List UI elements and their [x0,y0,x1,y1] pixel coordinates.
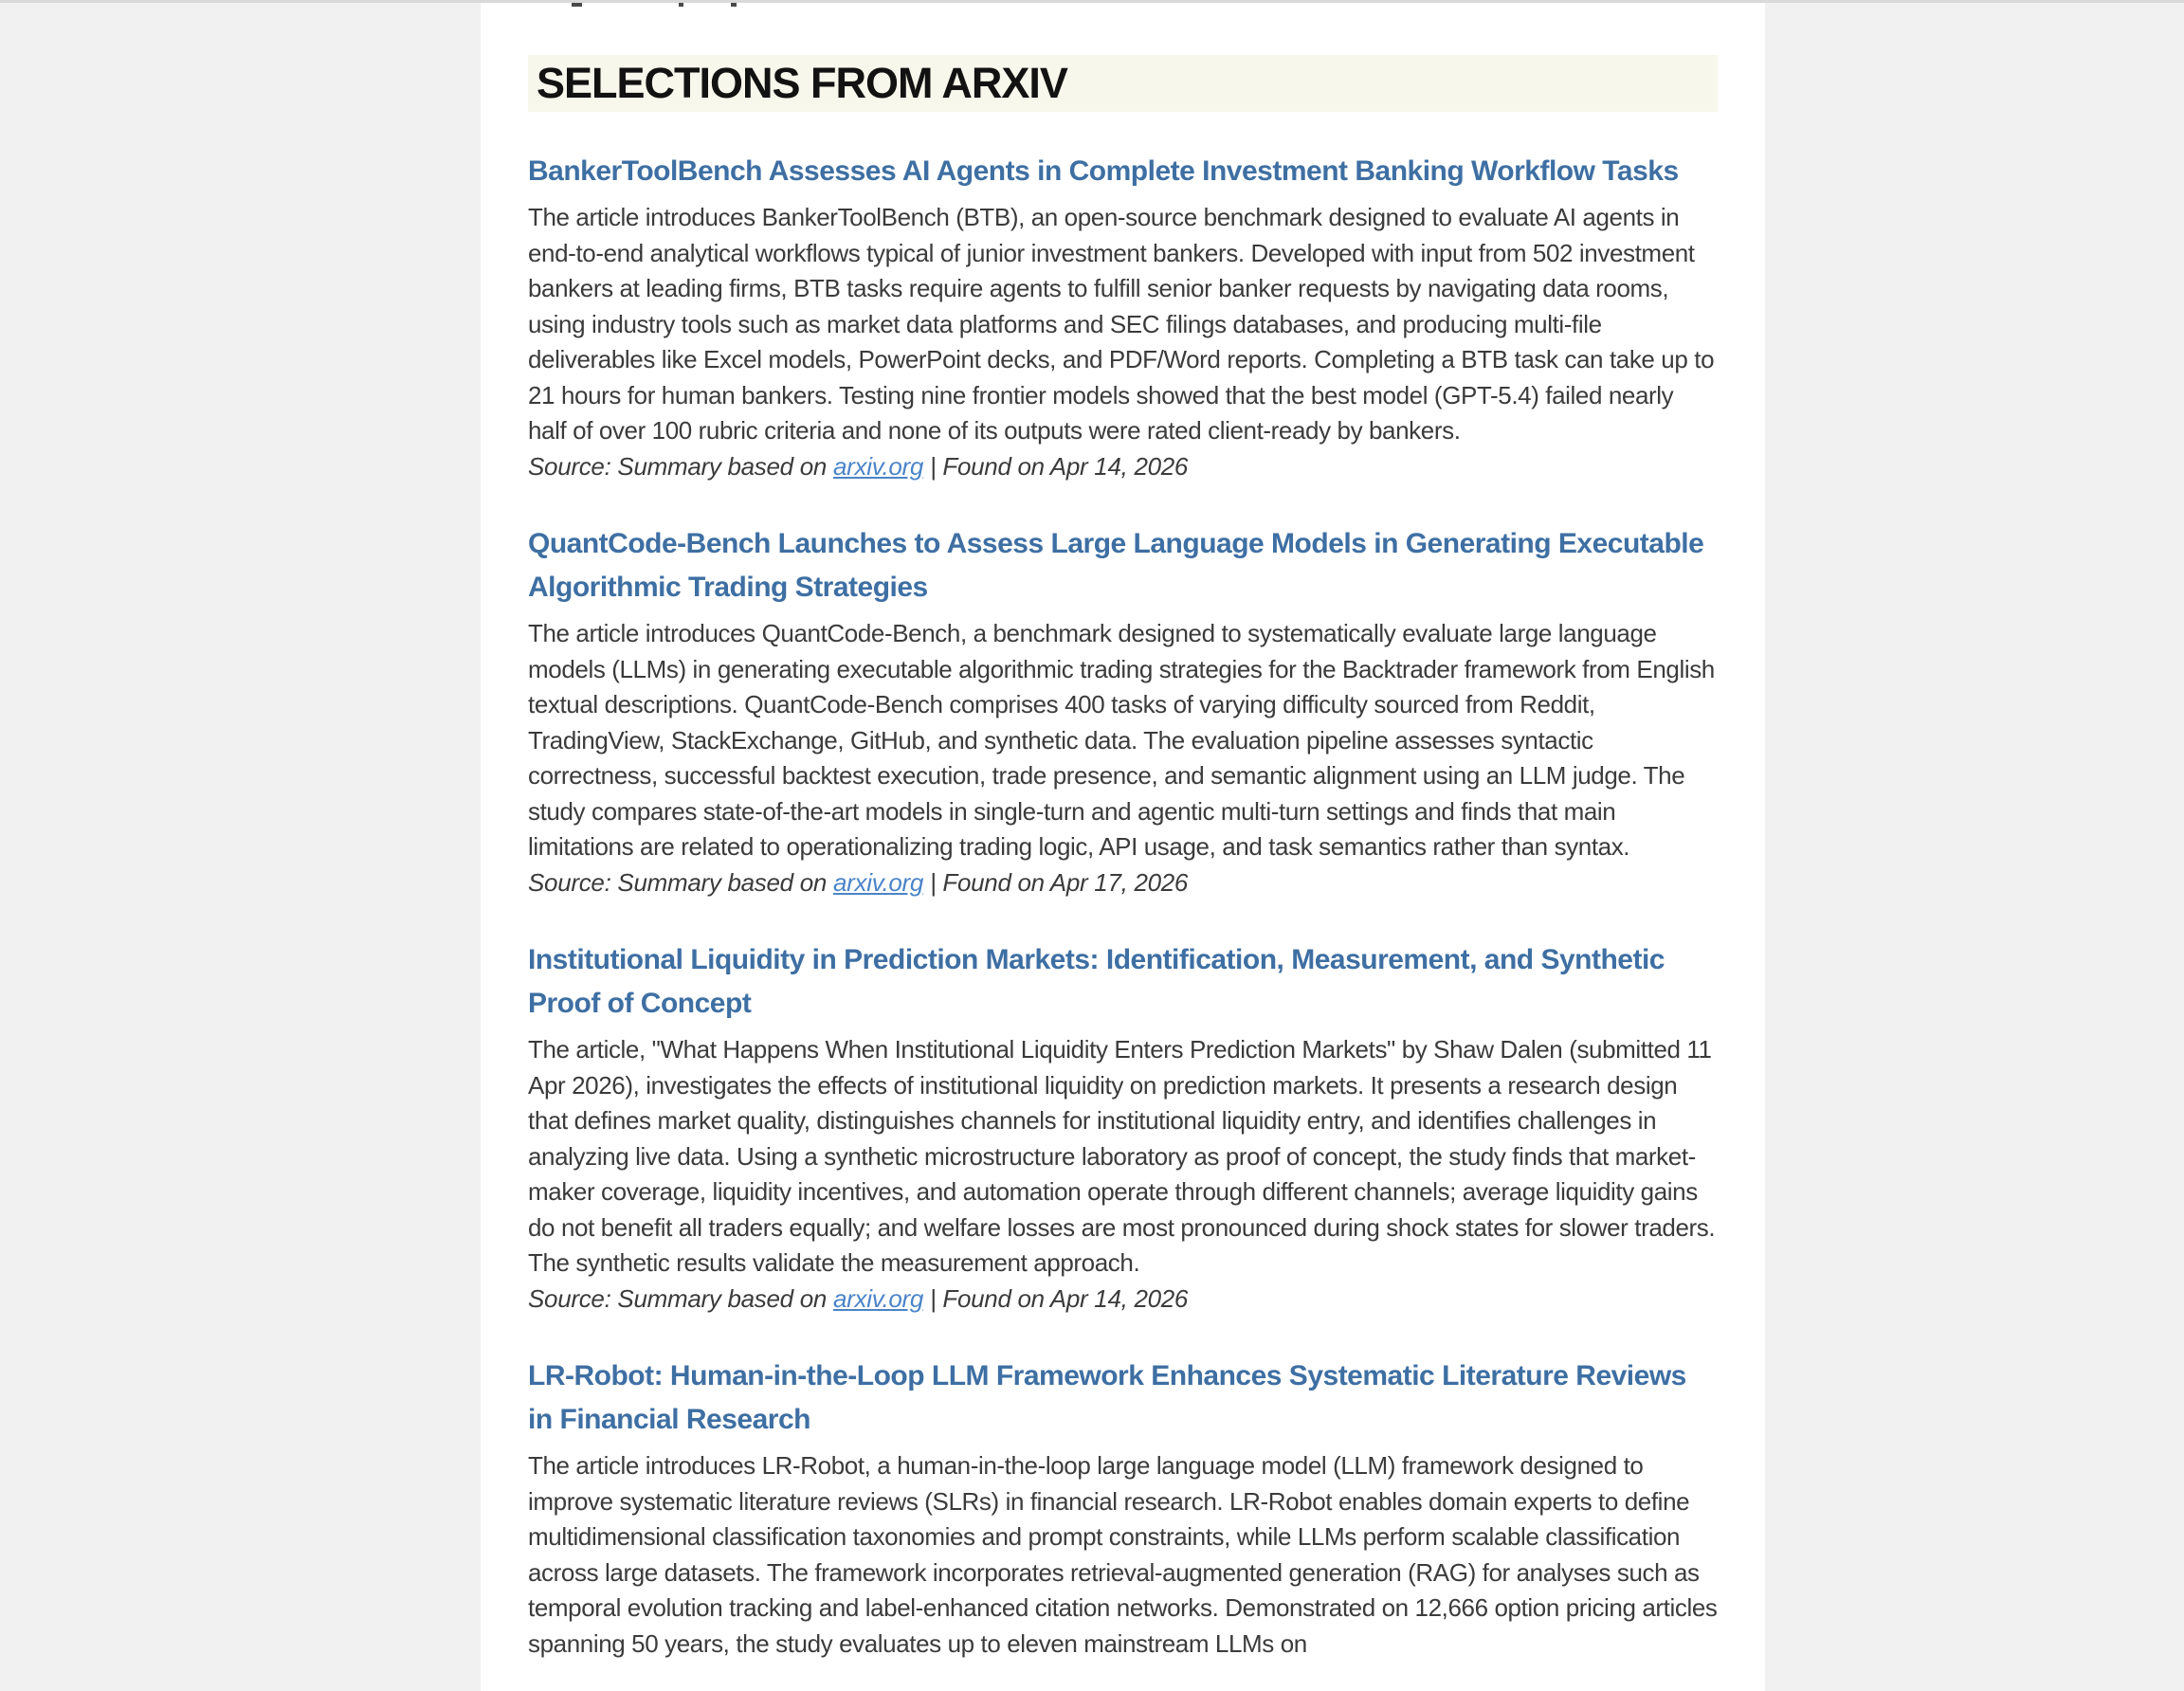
article-title-link[interactable]: BankerToolBench Assesses AI Agents in Complete Investment Banking Workflow Tasks [528,155,1679,187]
cropped-text-fragment [731,3,737,7]
source-prefix: Source: Summary based on [528,867,833,897]
newsletter-content-column [481,3,1765,1691]
article-summary: The article, "What Happens When Institutional Liquidity Enters Prediction Markets" by Shaw Dalen (submitted 11 Apr 2026), investigates the effects of institutional liquidity on prediction markets. It presents a research design that defines market quality, distinguishes channels for institutional liquidity entry, and identifies challenges in analyzing live data. Using a synthetic microstructure laboratory as proof of concept, the study finds that market-maker coverage, liquidity incentives, and automation operate through different channels; average liquidity gains do not benefit all traders equally; and welfare losses are most pronounced during shock states for slower traders. The synthetic results validate the measurement approach. [528,1035,1716,1277]
source-prefix: Source: Summary based on [528,1283,833,1313]
cropped-text-fragment [572,3,582,7]
arxiv-link[interactable]: arxiv.org [833,1283,924,1313]
cropped-text-fragment [679,3,683,7]
section-title: SELECTIONS FROM ARXIV [537,59,1067,107]
article-summary: The article introduces QuantCode-Bench, a benchmark designed to systematically evaluate large language models (LLMs) in generating executable algorithmic trading strategies for the Backtrader framework from English textual descriptions. QuantCode-Bench comprises 400 tasks of varying difficulty sourced from Reddit, TradingView, StackExchange, GitHub, and synthetic data. The evaluation pipeline assesses syntactic correctness, successful backtest execution, trade presence, and semantic alignment using an LLM judge. The study compares state-of-the-art models in single-turn and agentic multi-turn settings and finds that main limitations are related to operationalizing trading logic, API usage, and task semantics rather than syntax. [528,619,1715,861]
cropped-text-remnant [528,3,1718,10]
article-summary: The article introduces LR-Robot, a human-in-the-loop large language model (LLM) framework designed to improve systematic literature reviews (SLRs) in financial research. LR-Robot enables domain experts to define multidimensional classification taxonomies and prompt constraints, while LLMs perform scalable classification across large datasets. The framework incorporates retrieval-augmented generation (RAG) for analyses such as temporal evolution tracking and label-enhanced citation networks. Demonstrated on 12,666 option pricing articles spanning 50 years, the study evaluates up to eleven mainstream LLMs on [528,1451,1718,1658]
article-quantcode-bench [528,522,1718,900]
article-lr-robot [528,1355,1718,1662]
arxiv-link[interactable]: arxiv.org [833,451,924,481]
source-suffix: | Found on Apr 17, 2026 [923,867,1189,897]
article-source-line [528,449,1718,485]
section-header-band [528,55,1718,112]
source-suffix: | Found on Apr 14, 2026 [923,1283,1189,1313]
article-source-line [528,865,1718,901]
article-summary: The article introduces BankerToolBench (BTB), an open-source benchmark designed to evaluate AI agents in end-to-end analytical workflows typical of junior investment bankers. Developed with input from 502 investment bankers at leading firms, BTB tasks require agents to fulfill senior banker requests by navigating data rooms, using industry tools such as market data platforms and SEC filings databases, and producing multi-file deliverables like Excel models, PowerPoint decks, and PDF/Word reports. Completing a BTB task can take up to 21 hours for human bankers. Testing nine frontier models showed that the best model (GPT-5.4) failed nearly half of over 100 rubric criteria and none of its outputs were rated client-ready by bankers. [528,203,1715,445]
source-suffix: | Found on Apr 14, 2026 [923,451,1189,481]
source-prefix: Source: Summary based on [528,451,833,481]
article-title-link[interactable]: QuantCode-Bench Launches to Assess Large Language Models in Generating Executable Algorithmic Trading Strategies [528,528,1704,603]
article-source-line [528,1282,1718,1318]
article-title-link[interactable]: Institutional Liquidity in Prediction Markets: Identification, Measurement, and Synthetic Proof of Concept [528,944,1665,1019]
article-title-link[interactable]: LR-Robot: Human-in-the-Loop LLM Framework Enhances Systematic Literature Reviews in Financial Research [528,1360,1686,1435]
article-institutional-liquidity [528,938,1718,1317]
arxiv-link[interactable]: arxiv.org [833,867,924,897]
article-bankertoolbench [528,150,1718,484]
